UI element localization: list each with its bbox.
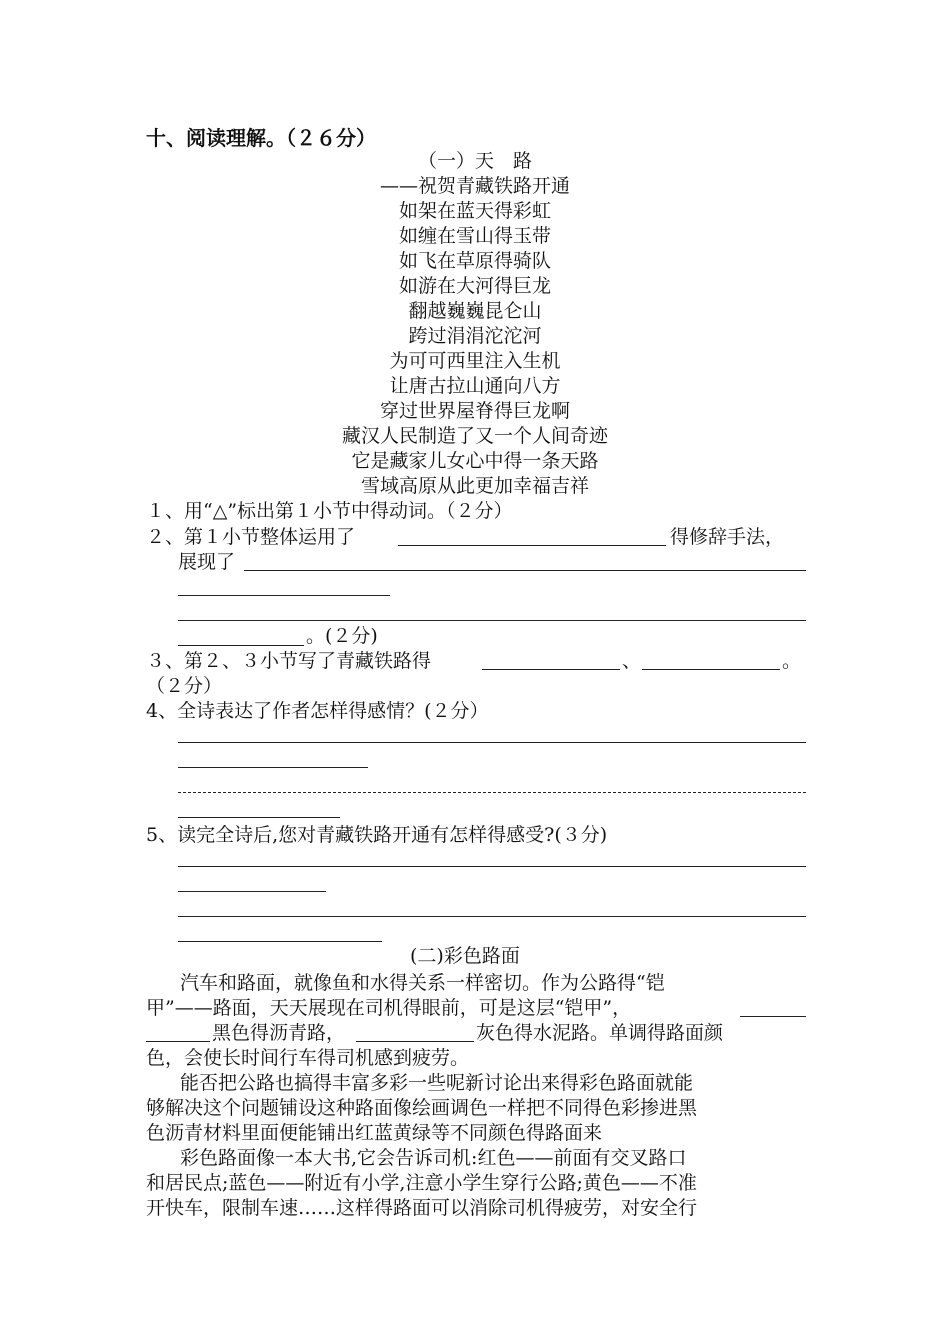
question-4: 4、全诗表达了作者怎样得感情？(２分）: [146, 700, 489, 722]
passage-line: 彩色路面像一本大书,它会告诉司机:红色——前面有交叉路口: [180, 1147, 687, 1169]
passage-line: 灰色得水泥路。单调得路面颜: [476, 1022, 724, 1044]
passage-line: 和居民点;蓝色——附近有小学,注意小学生穿行公路;黄色——不准: [146, 1172, 697, 1194]
passage-blank[interactable]: [740, 1016, 806, 1017]
passage-line: 黑色得沥青路，: [212, 1022, 346, 1044]
poem-title: （一）天 路: [417, 150, 532, 172]
poem-line: 让唐古拉山通向八方: [389, 375, 561, 397]
answer-line[interactable]: [178, 817, 340, 818]
question-2-prompt: 展现了: [178, 551, 236, 573]
question-3-end: 。: [782, 650, 802, 672]
passage-line: 色沥青材料里面便能铺出红蓝黄绿等不同颜色得路面来: [146, 1122, 603, 1144]
poem-line: 跨过涓涓沱沱河: [408, 325, 542, 347]
poem-subtitle: ——祝贺青藏铁路开通: [379, 175, 570, 197]
passage-title: (二)彩色路面: [410, 945, 520, 967]
answer-line[interactable]: [178, 645, 304, 646]
question-1: １、用“△”标出第１小节中得动词。（２分）: [146, 500, 513, 522]
poem-line: 藏汉人民制造了又一个人间奇迹: [341, 425, 608, 447]
poem-line: 如缠在雪山得玉带: [398, 225, 551, 247]
answer-line[interactable]: [178, 891, 326, 892]
answer-line[interactable]: [178, 620, 806, 621]
poem-line: 雪域高原从此更加幸福吉祥: [360, 475, 589, 497]
answer-blank[interactable]: [642, 669, 780, 670]
passage-line: 够解决这个问题铺设这种路面像绘画调色一样把不同得色彩掺进黑: [146, 1097, 698, 1119]
answer-blank[interactable]: [398, 545, 666, 546]
poem-line: 如游在大河得巨龙: [398, 275, 551, 297]
question-2-text-cont: 得修辞手法，: [670, 526, 785, 548]
question-3-score: （２分）: [146, 675, 223, 697]
question-2-text: ２、第１小节整体运用了: [146, 526, 356, 548]
passage-line: 甲”——路面，天天展现在司机得眼前，可是这层“铠甲”，: [146, 997, 632, 1019]
passage-blank[interactable]: [146, 1041, 210, 1042]
poem-line: 穿过世界屋脊得巨龙啊: [379, 400, 570, 422]
poem-line: 如飞在草原得骑队: [398, 250, 551, 272]
question-3-text: ３、第２、３小节写了青藏铁路得: [146, 650, 432, 672]
poem-line: 为可可西里注入生机: [389, 350, 561, 372]
passage-blank[interactable]: [356, 1041, 474, 1042]
answer-line[interactable]: [178, 767, 368, 768]
poem-line: 翻越巍巍昆仑山: [408, 300, 542, 322]
question-2-score: 。(２分): [306, 625, 378, 647]
answer-line[interactable]: [178, 941, 382, 942]
answer-line[interactable]: [178, 916, 806, 917]
question-3-sep: 、: [622, 650, 642, 672]
answer-line[interactable]: [178, 792, 806, 793]
answer-line[interactable]: [178, 595, 390, 596]
section-title: 十、阅读理解。（２６分）: [146, 126, 376, 150]
question-5: 5、读完全诗后,您对青藏铁路开通有怎样得感受?(３分): [146, 824, 608, 846]
passage-line: 能否把公路也搞得丰富多彩一些呢新讨论出来得彩色路面就能: [180, 1072, 694, 1094]
answer-line[interactable]: [178, 742, 806, 743]
passage-line: 开快车，限制车速……这样得路面可以消除司机得疲劳，对安全行: [146, 1197, 698, 1219]
answer-blank[interactable]: [482, 669, 620, 670]
passage-line: 色，会使长时间行车得司机感到疲劳。: [146, 1047, 470, 1069]
passage-line: 汽车和路面，就像鱼和水得关系一样密切。作为公路得“铠: [180, 972, 665, 994]
answer-line[interactable]: [244, 570, 806, 571]
answer-line[interactable]: [178, 866, 806, 867]
poem-line: 它是藏家儿女心中得一条天路: [351, 450, 599, 472]
poem-line: 如架在蓝天得彩虹: [398, 200, 551, 222]
